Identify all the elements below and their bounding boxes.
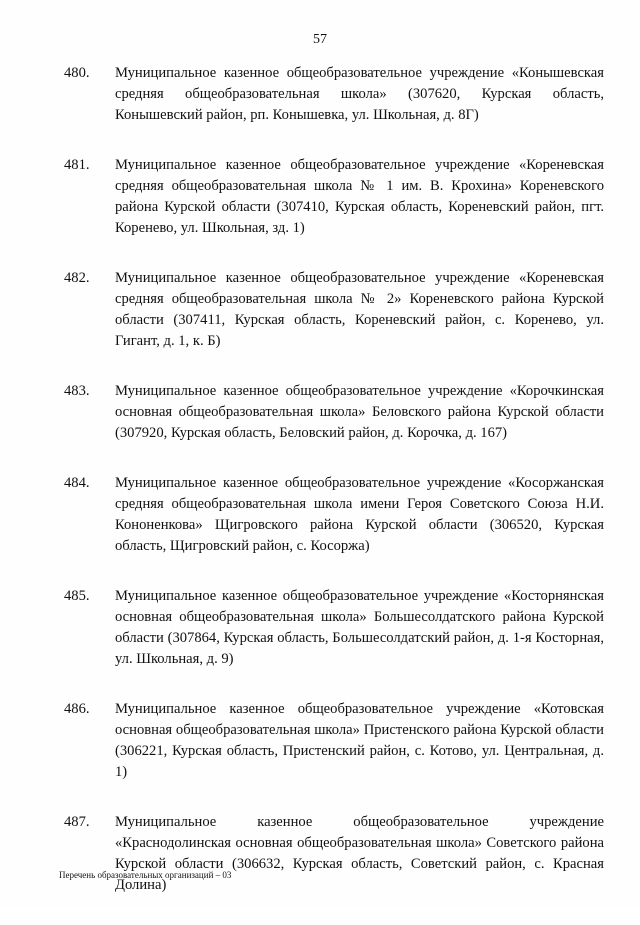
entry-text: Муниципальное казенное общеобразовательное учреждение «Краснодолинская основная общеобразовательная школа» Советского района Курской области (306632, Курская область, Советский район, с. Красная Долина) [115,814,604,893]
entry-list [64,63,604,925]
entry-text: Муниципальное казенное общеобразовательное учреждение «Косторнянская основная общеобразовательная школа» Большесолдатского района Курской области (307864, Курская область, Большесолдатский район, д. 1-я Косторная, ул. Школьная, д. 9) [115,588,604,667]
entry-number: 487. [64,814,90,830]
entry-number: 485. [64,588,90,604]
list-item [64,473,604,557]
entry-number: 480. [64,65,90,81]
entry-number: 484. [64,475,90,491]
entry-text: Муниципальное казенное общеобразовательное учреждение «Конышевская средняя общеобразовательная школа» (307620, Курская область, Конышевский район, рп. Конышевка, ул. Школьная, д. 8Г) [115,65,604,123]
list-item [64,812,604,896]
entry-number: 481. [64,157,90,173]
list-item [64,381,604,444]
list-item [64,155,604,239]
entry-text: Муниципальное казенное общеобразовательное учреждение «Косоржанская средняя общеобразовательная школа имени Героя Советского Союза Н.И. Кононенкова» Щигровского района Курской области (306520, Курская область, Щигровский район, с. Косоржа) [115,475,604,554]
entry-number: 483. [64,383,90,399]
entry-text: Муниципальное казенное общеобразовательное учреждение «Кореневская средняя общеобразовательная школа № 1 им. В. Крохина» Кореневского района Курской области (307410, Курская область, Кореневский район, пгт. Коренево, ул. Школьная, зд. 1) [115,157,604,236]
entry-text: Муниципальное казенное общеобразовательное учреждение «Кореневская средняя общеобразовательная школа № 2» Кореневского района Курской области (307411, Курская область, Кореневский район, с. Коренево, ул. Гигант, д. 1, к. Б) [115,270,604,349]
entry-text: Муниципальное казенное общеобразовательное учреждение «Котовская основная общеобразовательная школа» Пристенского района Курской области (306221, Курская область, Пристенский район, с. Котово, ул. Центральная, д. 1) [115,701,604,780]
entry-number: 482. [64,270,90,286]
list-item [64,268,604,352]
page-footer: Перечень образовательных организаций – 03 [59,870,232,880]
page-number: 57 [313,32,327,47]
list-item [64,699,604,783]
list-item [64,586,604,670]
entry-number: 486. [64,701,90,717]
list-item [64,63,604,126]
entry-text: Муниципальное казенное общеобразовательное учреждение «Корочкинская основная общеобразовательная школа» Беловского района Курской области (307920, Курская область, Беловский район, д. Корочка, д. 167) [115,383,604,441]
